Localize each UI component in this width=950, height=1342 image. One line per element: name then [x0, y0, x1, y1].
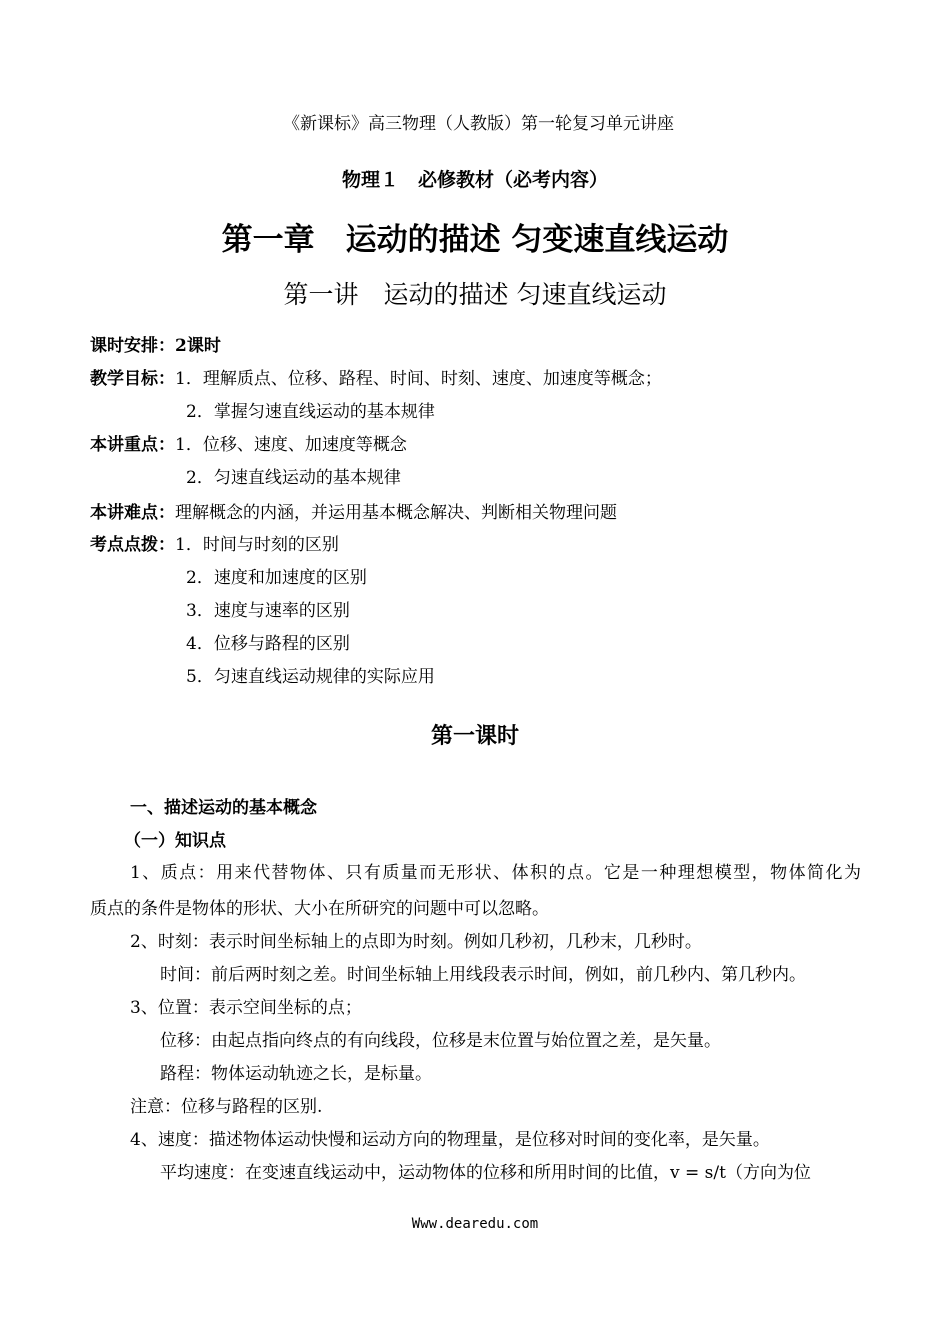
paragraph: 路程：物体运动轨迹之长，是标量。: [160, 1064, 432, 1084]
exam-point-item: 2．速度和加速度的区别: [186, 568, 367, 588]
paragraph: 平均速度：在变速直线运动中，运动物体的位移和所用时间的比值，v = s/t（方向为位: [160, 1163, 811, 1183]
objectives-label: 教学目标：: [90, 369, 175, 389]
key-points-label: 本讲重点：: [90, 435, 175, 455]
difficulties-row: [90, 501, 617, 525]
section-heading: 一、描述运动的基本概念: [130, 798, 317, 818]
paragraph: 质点的条件是物体的形状、大小在所研究的问题中可以忽略。: [90, 899, 549, 919]
paragraph: 3、位置：表示空间坐标的点；: [130, 998, 362, 1018]
paragraph: 位移：由起点指向终点的有向线段，位移是末位置与始位置之差，是矢量。: [160, 1031, 721, 1051]
note: 注意：位移与路程的区别.: [130, 1097, 323, 1117]
paragraph: 4、速度：描述物体运动快慢和运动方向的物理量，是位移对时间的变化率，是矢量。: [130, 1130, 770, 1150]
schedule-value: 2课时: [175, 336, 221, 356]
difficulties-value: 理解概念的内涵，并运用基本概念解决、判断相关物理问题: [175, 503, 617, 523]
schedule-label: 课时安排：: [90, 336, 175, 356]
schedule-row: [90, 334, 221, 358]
page-footer: Www.dearedu.com: [411, 1216, 539, 1232]
objectives-row: [90, 367, 662, 391]
session-title: 第一课时: [430, 724, 519, 749]
objective-item: 2．掌握匀速直线运动的基本规律: [186, 402, 435, 422]
chapter-title: 第一章 运动的描述 匀变速直线运动: [221, 222, 729, 258]
lecture-title: 第一讲 运动的描述 匀速直线运动: [283, 280, 667, 309]
exam-point-item: 4．位移与路程的区别: [186, 634, 350, 654]
key-point-item: 1．位移、速度、加速度等概念: [175, 435, 407, 455]
paragraph: 2、时刻：表示时间坐标轴上的点即为时刻。例如几秒初，几秒末，几秒时。: [130, 932, 702, 952]
document-header: 《新课标》高三物理（人教版）第一轮复习单元讲座: [283, 114, 674, 134]
exam-points-row: [90, 533, 339, 557]
paragraph: 时间：前后两时刻之差。时间坐标轴上用线段表示时间，例如，前几秒内、第几秒内。: [160, 965, 806, 985]
subsection-heading: （一）知识点: [124, 831, 226, 851]
objective-item: 1．理解质点、位移、路程、时间、时刻、速度、加速度等概念；: [175, 369, 662, 389]
paragraph: 1、质点：用来代替物体、只有质量而无形状、体积的点。它是一种理想模型，物体简化为: [130, 863, 861, 883]
exam-points-label: 考点点拨：: [90, 535, 175, 555]
exam-point-item: 1．时间与时刻的区别: [175, 535, 339, 555]
key-point-item: 2．匀速直线运动的基本规律: [186, 468, 401, 488]
exam-point-item: 3．速度与速率的区别: [186, 601, 350, 621]
key-points-row: [90, 433, 407, 457]
difficulties-label: 本讲难点：: [90, 503, 175, 523]
document-subtitle: 物理１ 必修教材（必考内容）: [341, 169, 608, 191]
exam-point-item: 5．匀速直线运动规律的实际应用: [186, 667, 435, 687]
